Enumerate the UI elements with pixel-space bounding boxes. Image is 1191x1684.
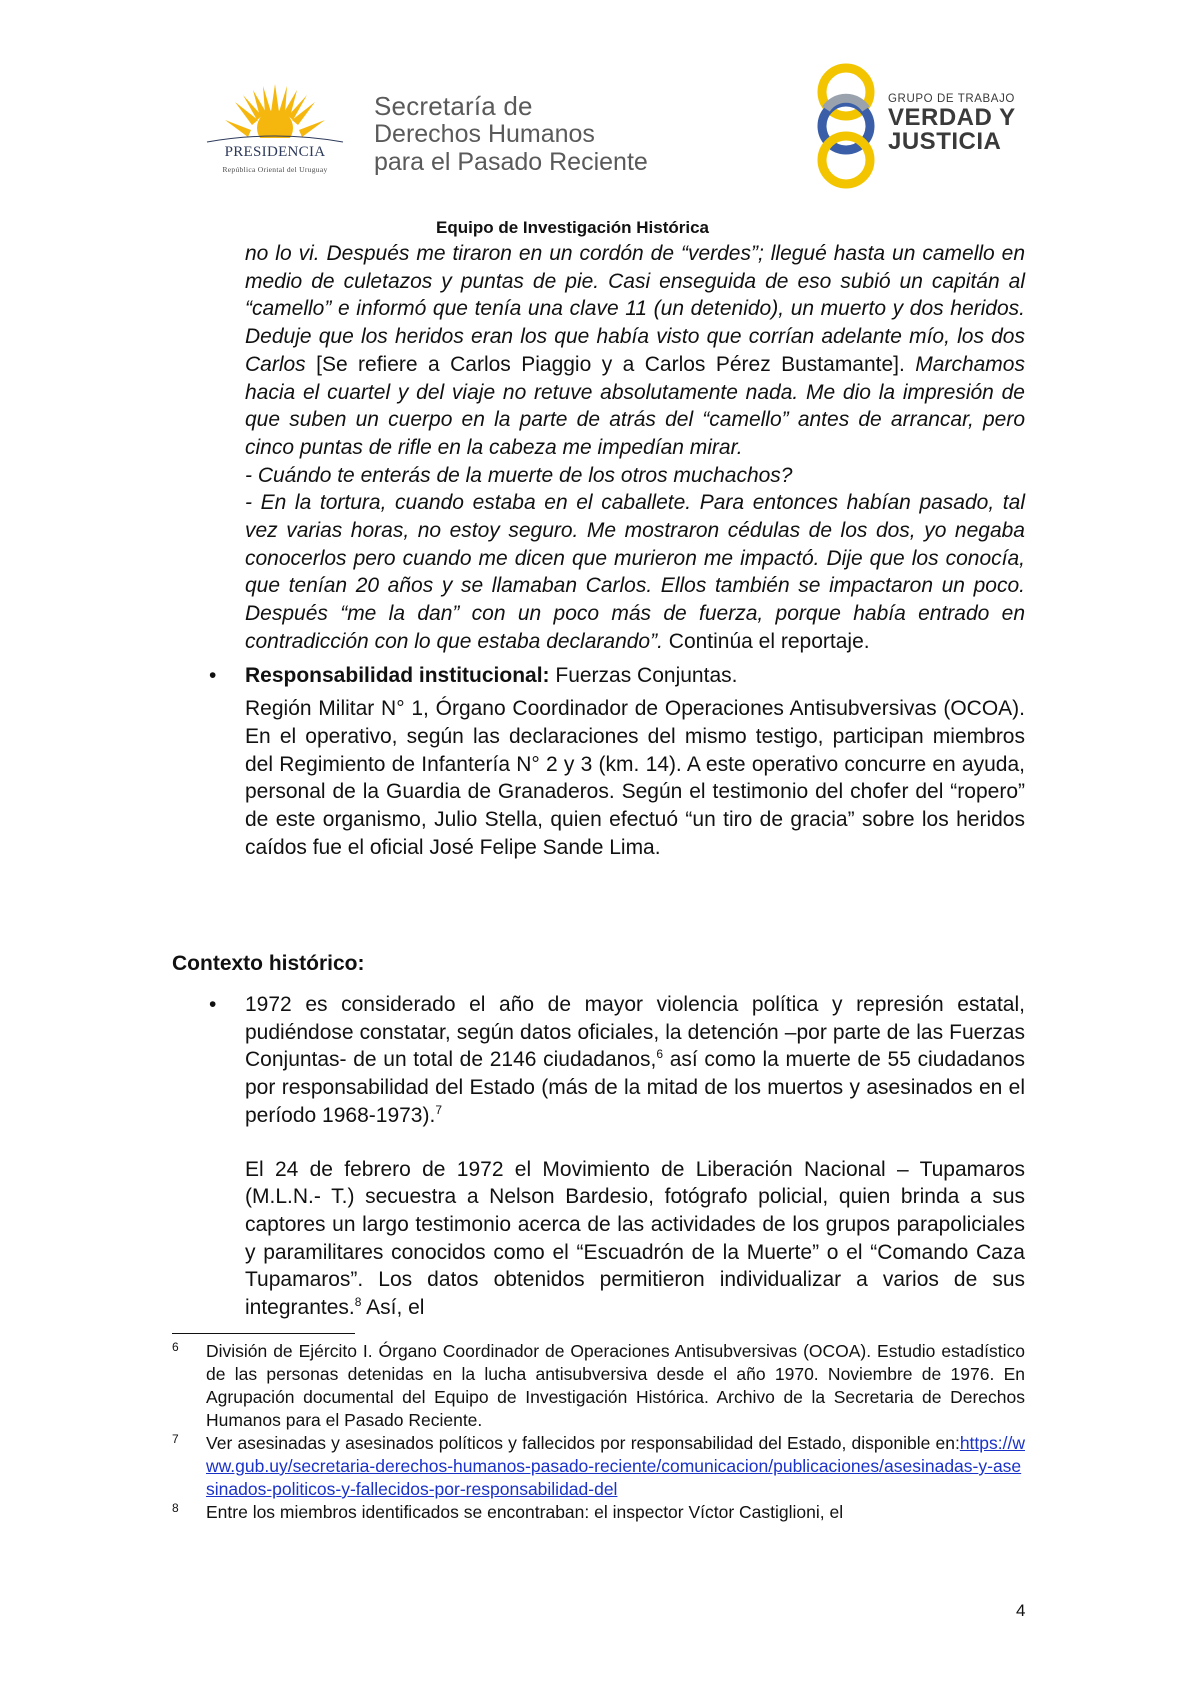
footnote-7 — [172, 1432, 1025, 1501]
grupo-trabajo-text — [888, 92, 1016, 154]
quote-answer: - En la tortura, cuando estaba en el caballete. Para entonces habían pasado, tal vez varias horas, no estoy seguro. Me mostraron cédulas de los dos, yo negaba conocerlos pero cuando me dicen que murieron me impactó. Dije que los conocía, que tenían 20 años y se llamaban Carlos. Ellos también se impactaron un poco. Después “me la dan” con un poco más de fuerza, porque había entrado en contradicción con lo que estaba declarando”. — [245, 491, 1025, 653]
bullet-marker: • — [209, 663, 217, 687]
bullet-marker: • — [209, 993, 217, 1016]
quote-question: - Cuándo te enterás de la muerte de los otros muchachos? — [245, 463, 793, 487]
sun-emblem-icon — [195, 82, 355, 152]
footnote-link[interactable]: https://www.gub.uy/secretaria-derechos-humanos-pasado-reciente/comunicacion/publicaciones/asesinadas-y-asesinados-politicos-y-fallecidos-por-responsabilidad-del — [206, 1433, 1025, 1499]
responsabilidad-label-line — [245, 662, 1025, 690]
secretaria-line-1: Secretaría de — [374, 91, 533, 121]
footnote-number: 8 — [172, 1501, 179, 1515]
contexto-p1-text-a: 1972 es considerado el año de mayor violencia política y represión estatal, pudiéndose constatar, según datos oficiales, la detención –por parte de las Fuerzas Conjuntas- de un total de 2146 ciudadanos, — [245, 993, 1025, 1072]
footnote-text: Entre los miembros identificados se encontraban: el inspector Víctor Castiglioni, el — [206, 1502, 844, 1522]
responsabilidad-label: Responsabilidad institucional: — [245, 663, 550, 687]
main-body-top — [209, 240, 1025, 861]
page-number: 4 — [1016, 1601, 1026, 1620]
presidencia-title: PRESIDENCIA — [224, 144, 326, 160]
footnote-ref-8[interactable]: 8 — [354, 1295, 362, 1310]
presidencia-logo — [195, 82, 355, 192]
contexto-paragraph-2 — [245, 1156, 1025, 1322]
footnote-separator — [172, 1333, 355, 1334]
grupo-line-3: JUSTICIA — [888, 128, 1002, 155]
footnote-text: División de Ejército I. Órgano Coordinador de Operaciones Antisubversivas (OCOA). Estudio estadístico de las personas detenidas en la lucha antisubversiva desde el año 1970. Noviembre de 1976. En Agrupación documental del Equipo de Investigación Histórica. Archivo de la Secretaria de Derechos Humanos para el Pasado Reciente. — [206, 1341, 1025, 1430]
quote-text-part2: Marchamos hacia el cuartel y del viaje no retuve absolutamente nada. Me dio la impresión de que suben un cuerpo en la parte de atrás del “camello” antes de arrancar, pero cinco puntas de rifle en la cabeza me impedían mirar. — [245, 352, 1025, 459]
page-header-logos — [0, 0, 1191, 230]
contexto-heading: Contexto histórico: — [172, 952, 365, 975]
grupo-line-1: GRUPO DE TRABAJO — [888, 93, 1015, 105]
quote-paragraph — [245, 240, 1025, 462]
secretaria-line-3: para el Pasado Reciente — [374, 148, 648, 176]
footnote-ref-6[interactable]: 6 — [656, 1047, 664, 1062]
grupo-line-2: VERDAD Y — [888, 104, 1016, 131]
contexto-paragraph-1 — [245, 991, 1025, 1130]
contexto-bullet — [209, 991, 1025, 1130]
footnote-8 — [172, 1501, 1025, 1524]
footnote-number: 6 — [172, 1340, 179, 1354]
responsabilidad-value: Fuerzas Conjuntas. — [549, 663, 738, 687]
secretaria-line-2: Derechos Humanos — [374, 120, 595, 148]
footnote-number: 7 — [172, 1432, 179, 1446]
contexto-p1-text-b: así como la muerte de 55 ciudadanos por responsabilidad del Estado (más de la mitad de los muertos y asesinados en el período 1968-1973). — [245, 1048, 1025, 1127]
contexto-p2-text-b: Así, el — [361, 1296, 425, 1320]
responsabilidad-bullet — [209, 662, 1025, 862]
footnotes — [172, 1340, 1025, 1524]
footnote-6 — [172, 1340, 1025, 1432]
presidencia-subtitle: República Oriental del Uruguay — [222, 165, 328, 174]
quote-answer-paragraph — [245, 489, 1025, 655]
contexto-p2-text-a: El 24 de febrero de 1972 el Movimiento de Liberación Nacional – Tupamaros (M.L.N.- T.) secuestra a Nelson Bardesio, fotógrafo policial, quien brinda a sus captores un largo testimonio acerca de las actividades de los grupos parapoliciales y paramilitares conocidos como el “Escuadrón de la Muerte” o el “Comando Caza Tupamaros”. Los datos obtenidos permitieron individualizar a varios de sus integrantes. — [245, 1157, 1025, 1320]
main-body-bottom — [209, 991, 1025, 1322]
quote-text-part1: no lo vi. Después me tiraron en un cordón de “verdes”; llegué hasta un camello en medio de culetazos y puntas de pie. Casi enseguida de eso subió un capitán al “camello” e informó que tenía una clave 11 (un detenido), un muerto y dos heridos. Deduje que los heridos eran los que había visto que corrían adelante mío, los dos Carlos — [245, 242, 1025, 376]
page-running-header: Equipo de Investigación Histórica — [436, 218, 709, 237]
footnote-text: Ver asesinadas y asesinados políticos y fallecidos por responsabilidad del Estado, disponible en: — [206, 1433, 960, 1453]
footnote-ref-7[interactable]: 7 — [435, 1102, 442, 1117]
quote-continues: Continúa el reportaje. — [662, 629, 870, 653]
quote-aside: [Se refiere a Carlos Piaggio y a Carlos Pérez Bustamante]. — [316, 352, 916, 376]
secretaria-logo-text — [374, 92, 648, 176]
responsabilidad-text: Región Militar N° 1, Órgano Coordinador de Operaciones Antisubversivas (OCOA). En el operativo, según las declaraciones del mismo testigo, participan miembros del Regimiento de Infantería N° 2 y 3 (km. 14). A este operativo concurre en ayuda, personal de la Guardia de Granaderos. Según el testimonio del chofer del “ropero” de este organismo, Julio Stella, quien efectuó “un tiro de gracia” sobre los heridos caídos fue el oficial José Felipe Sande Lima. — [245, 697, 1025, 859]
